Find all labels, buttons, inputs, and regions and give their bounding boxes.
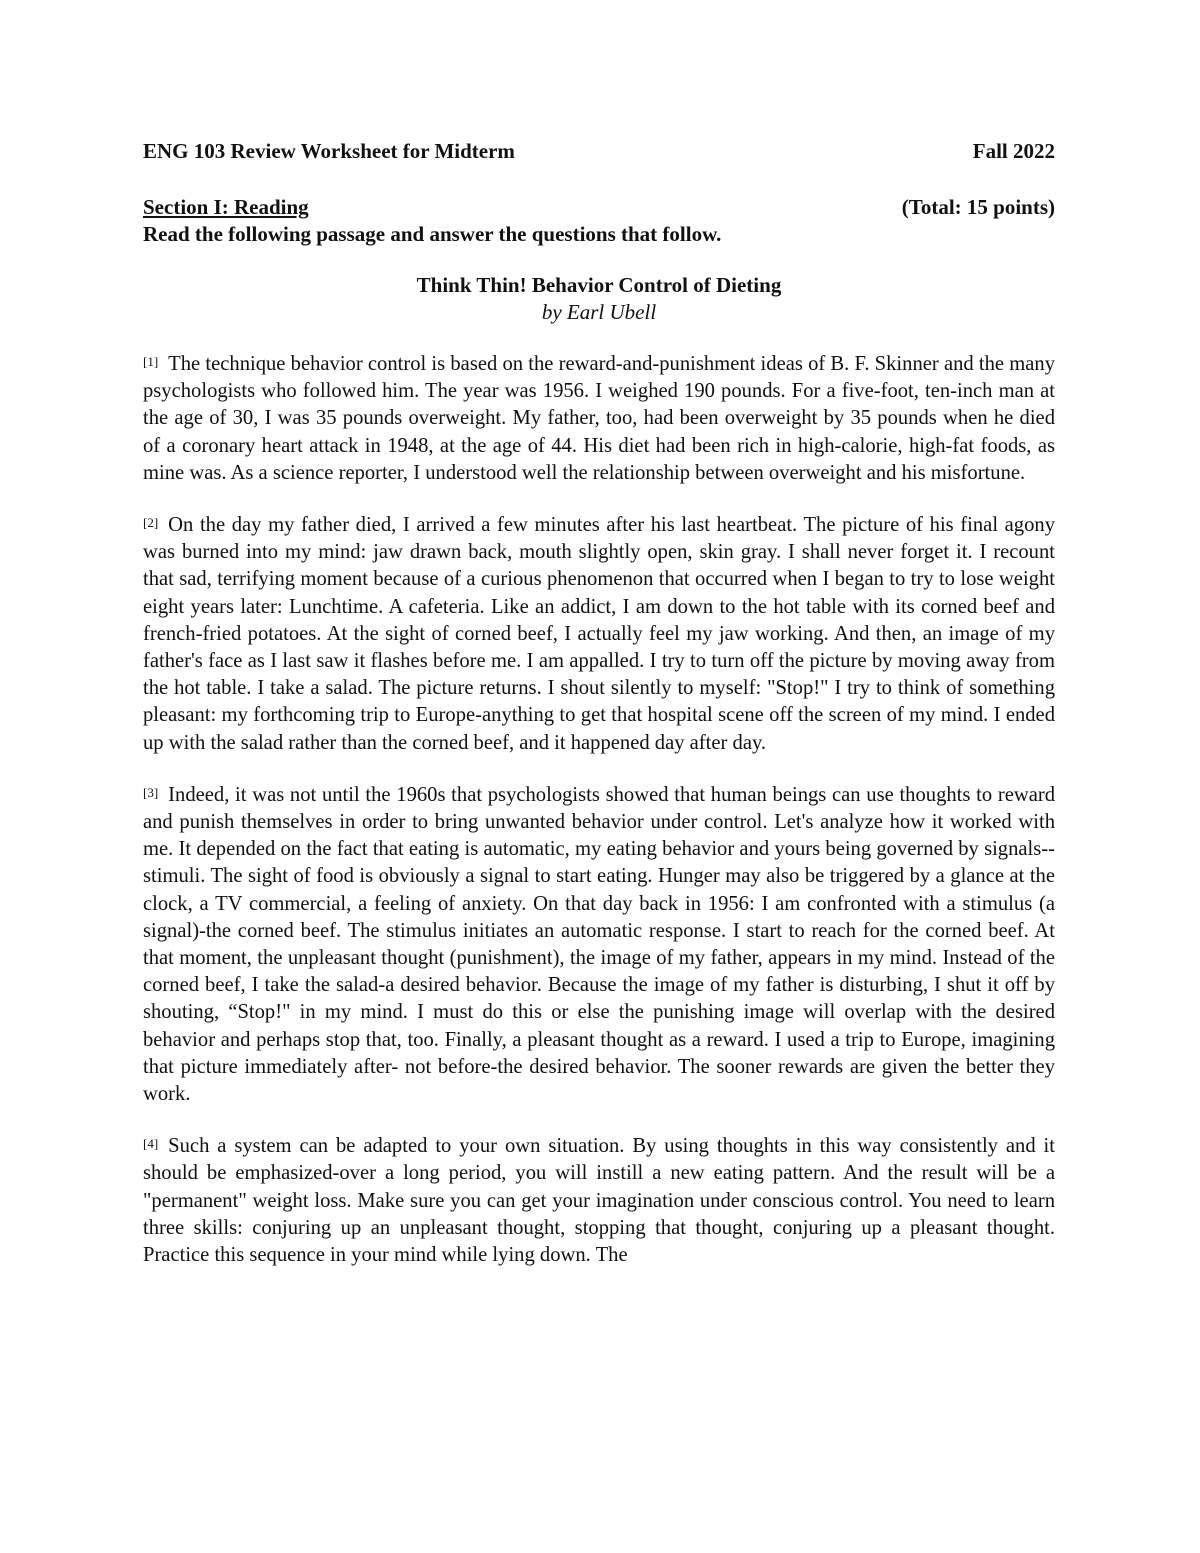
section-header [143, 194, 1055, 221]
paragraph-number: [4] [143, 1136, 159, 1152]
term-label: Fall 2022 [972, 139, 1055, 163]
paragraph-text: Indeed, it was not until the 1960s that psychologists showed that human beings can use thoughts to reward and punish themselves in order to bring unwanted behavior under control. Let's analyze how it worked with me. It depended on the fact that eating is automatic, my eating behavior and yours being governed by signals--stimuli. The sight of food is obviously a signal to start eating. Hunger may also be triggered by a glance at the clock, a TV commercial, a feeling of anxiety. On that day back in 1956: I am confronted with a stimulus (a signal)-the corned beef. The stimulus initiates an automatic response. I start to reach for the corned beef. At that moment, the unpleasant thought (punishment), the image of my father, appears in my mind. Instead of the corned beef, I take the salad-a desired behavior. Because the image of my father is disturbing, I shut it off by shouting, “Stop!" in my mind. I must do this or else the punishing image will overlap with the desired behavior and perhaps stop that, too. Finally, a pleasant thought as a reward. I used a trip to Europe, imagining that picture immediately after- not before-the desired behavior. The sooner rewards are given the better they work. [143, 783, 1055, 1106]
paragraph-text: Such a system can be adapted to your own situation. By using thoughts in this way consistently and it should be emphasized-over a long period, you will instill a new eating pattern. And the result will be a "permanent" weight loss. Make sure you can get your imagination under conscious control. You need to learn three skills: conjuring up an unpleasant thought, stopping that thought, conjuring up a pleasant thought. Practice this sequence in your mind while lying down. The [143, 1135, 1055, 1267]
paragraph-1 [143, 351, 1055, 487]
worksheet-page [143, 138, 1055, 1269]
paragraph-2 [143, 512, 1055, 757]
paragraph-text: The technique behavior control is based on the reward-and-punishment ideas of B. F. Skinner and the many psychologists who followed him. The year was 1956. I weighed 190 pounds. For a five-foot, ten-inch man at the age of 30, I was 35 pounds overweight. My father, too, had been overweight by 35 pounds when he died of a coronary heart attack in 1948, at the age of 44. His diet had been rich in high-calorie, high-fat foods, as mine was. As a science reporter, I understood well the relationship between overweight and his misfortune. [143, 353, 1055, 484]
section-title: Section I: Reading [143, 195, 309, 219]
document-header [143, 138, 1055, 164]
section-points: (Total: 15 points) [901, 195, 1055, 219]
article-byline: by Earl Ubell [541, 300, 657, 324]
paragraph-3 [143, 782, 1055, 1108]
paragraph-number: [2] [143, 515, 159, 531]
course-title: ENG 103 Review Worksheet for Midterm [143, 139, 515, 163]
section-instruction: Read the following passage and answer the questions that follow. [143, 222, 722, 246]
paragraph-text: On the day my father died, I arrived a few minutes after his last heartbeat. The picture of his final agony was burned into my mind: jaw drawn back, mouth slightly open, skin gray. I shall never forget it. I recount that sad, terrifying moment because of a curious phenomenon that occurred when I began to try to lose weight eight years later: Lunchtime. A cafeteria. Like an addict, I am down to the hot table with its corned beef and french-fried potatoes. At the sight of corned beef, I actually feel my jaw working. And then, an image of my father's face as I last saw it flashes before me. I am appalled. I try to turn off the picture by moving away from the hot table. I take a salad. The picture returns. I shout silently to myself: "Stop!" I try to think of something pleasant: my forthcoming trip to Europe-anything to get that hospital scene off the screen of my mind. I ended up with the salad rather than the corned beef, and it happened day after day. [143, 514, 1055, 754]
paragraph-4 [143, 1133, 1055, 1269]
paragraph-number: [3] [143, 784, 159, 800]
article-title: Think Thin! Behavior Control of Dieting [416, 273, 782, 297]
paragraph-number: [1] [143, 354, 159, 369]
